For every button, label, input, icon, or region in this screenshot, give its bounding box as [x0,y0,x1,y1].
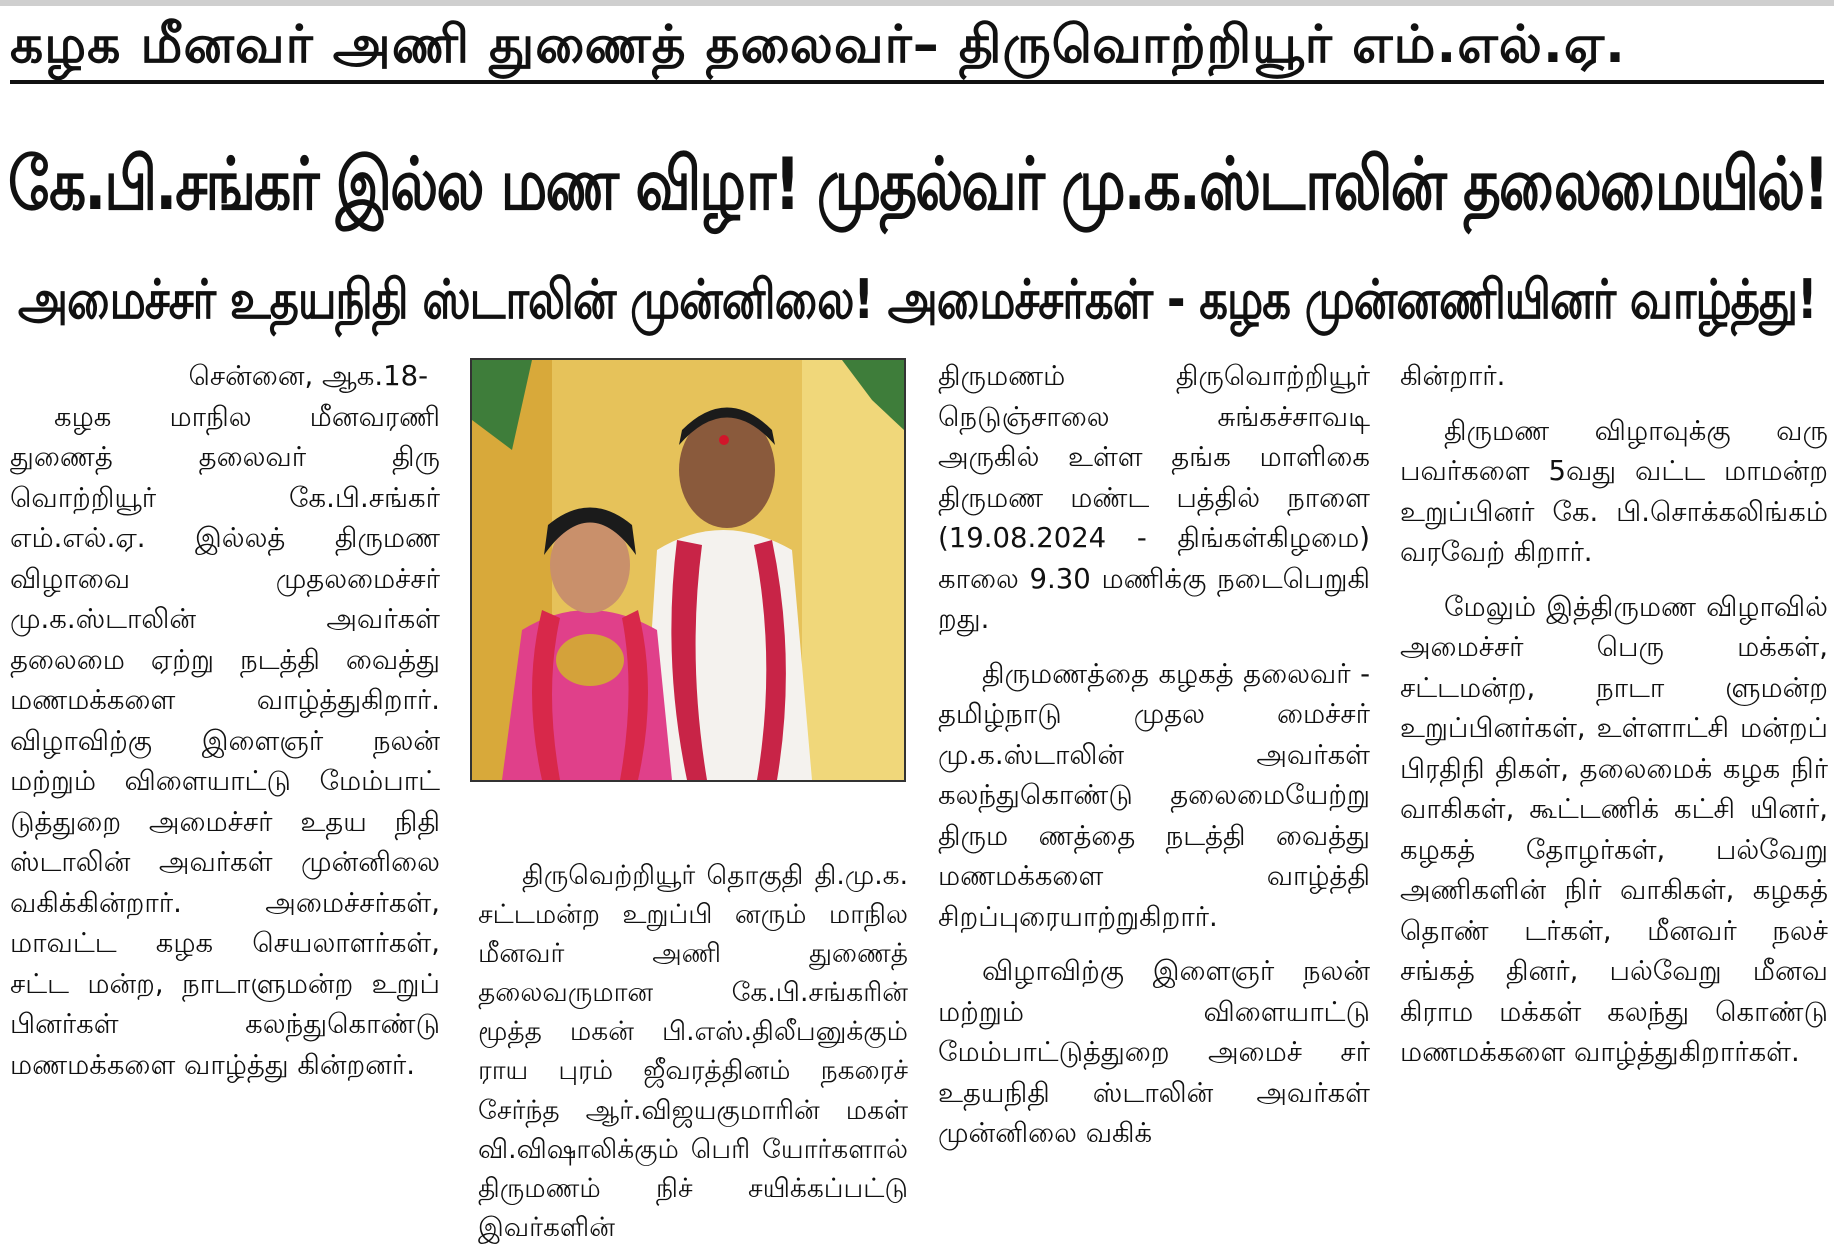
article-column-3 [938,356,1370,1154]
paragraph: மேலும் இத்திருமண விழாவில் அமைச்சர் பெரு மக்கள், சட்டமன்ற, நாடா ளுமன்ற உறுப்பினர்கள், உள்ளாட்சி மன்றப் பிரதிநி திகள், தலைமைக் கழக நிர் வாகிகள், கூட்டணிக் கட்சி யினர், கழகத் தோழர்கள், பல்வேறு அணிகளின் நிர் வாகிகள், கழகத் தொண் டர்கள், மீனவர் நலச் சங்கத் தினர், பல்வேறு மீனவ கிராம மக்கள் கலந்து கொண்டு மணமக்களை வாழ்த்துகிறார்கள். [1400,590,1828,1068]
dateline: சென்னை, ஆக.18- [188,360,428,392]
paragraph: திருமணம் திருவொற்றியூர் நெடுஞ்சாலை சுங்கச்சாவடி அருகில் உள்ள தங்க மாளிகை திருமண மண்ட பத்தில் நாளை (19.08.2024 - திங்கள்கிழமை) காலை 9.30 மணிக்கு நடைபெறுகி றது. [938,360,1370,635]
headline: கே.பி.சங்கர் இல்ல மண விழா! முதல்வர் மு.க.ஸ்டாலின் தலைமையில்! [8,141,1828,227]
paragraph: திருவெற்றியூர் தொகுதி தி.மு.க. சட்டமன்ற உறுப்பி னரும் மாநில மீனவர் அணி துணைத் தலைவருமான கே.பி.சங்கரின் மூத்த மகன் பி.எஸ்.திலீபனுக்கும் ராய புரம் ஜீவரத்தினம் நகரைச் சேர்ந்த ஆர்.விஜயகுமாரின் மகள் வி.விஷாலிக்கும் பெரி யோர்களால் திருமணம் நிச் சயிக்கப்பட்டு இவர்களின் [478,860,908,1243]
top-rule [0,0,1834,6]
paragraph: விழாவிற்கு இளைஞர் நலன் மற்றும் விளையாட்டு மேம்பாட்டுத்துறை அமைச் சர் உதயநிதி ஸ்டாலின் அவர்கள் முன்னிலை வகிக் [938,955,1370,1149]
article-column-1 [10,356,440,1085]
wedding-couple-photo [470,358,906,782]
photo-illustration [472,360,904,780]
paragraph: கழக மாநில மீனவரணி துணைத் தலைவர் திரு வொற்றியூர் கே.பி.சங்கர் எம்.எல்.ஏ. இல்லத் திருமண விழாவை முதலமைச்சர் மு.க.ஸ்டாலின் அவர்கள் தலைமை ஏற்று நடத்தி வைத்து மணமக்களை வாழ்த்துகிறார். விழாவிற்கு இளைஞர் நலன் மற்றும் விளையாட்டு மேம்பாட் டுத்துறை அமைச்சர் உதய நிதி ஸ்டாலின் அவர்கள் முன்னிலை வகிக்கின்றார். அமைச்சர்கள், மாவட்ட கழக செயலாளர்கள், சட்ட மன்ற, நாடாளுமன்ற உறுப் பினர்கள் கலந்துகொண்டு மணமக்களை வாழ்த்து கின்றனர். [10,400,440,1081]
article-column-4 [1400,356,1828,1073]
paragraph: திருமண விழாவுக்கு வரு பவர்களை 5வது வட்ட மாமன்ற உறுப்பினர் கே. பி.சொக்கலிங்கம் வரவேற் கிறார். [1400,414,1828,568]
article-column-2 [478,856,908,1247]
kicker-heading: கழக மீனவர் அணி துணைத் தலைவர்– திருவொற்றியூர் எம்.எல்.ஏ. [10,14,1824,84]
paragraph: திருமணத்தை கழகத் தலைவர் - தமிழ்நாடு முதல மைச்சர் மு.க.ஸ்டாலின் அவர்கள் கலந்துகொண்டு தலைமையேற்று திரும ணத்தை நடத்தி வைத்து மணமக்களை வாழ்த்தி சிறப்புரையாற்றுகிறார். [938,657,1370,933]
subheadline: அமைச்சர் உதயநிதி ஸ்டாலின் முன்னிலை! அமைச்சர்கள் - கழக முன்னணியினர் வாழ்த்து! [18,267,1817,332]
paragraph: கின்றார். [1400,360,1506,392]
